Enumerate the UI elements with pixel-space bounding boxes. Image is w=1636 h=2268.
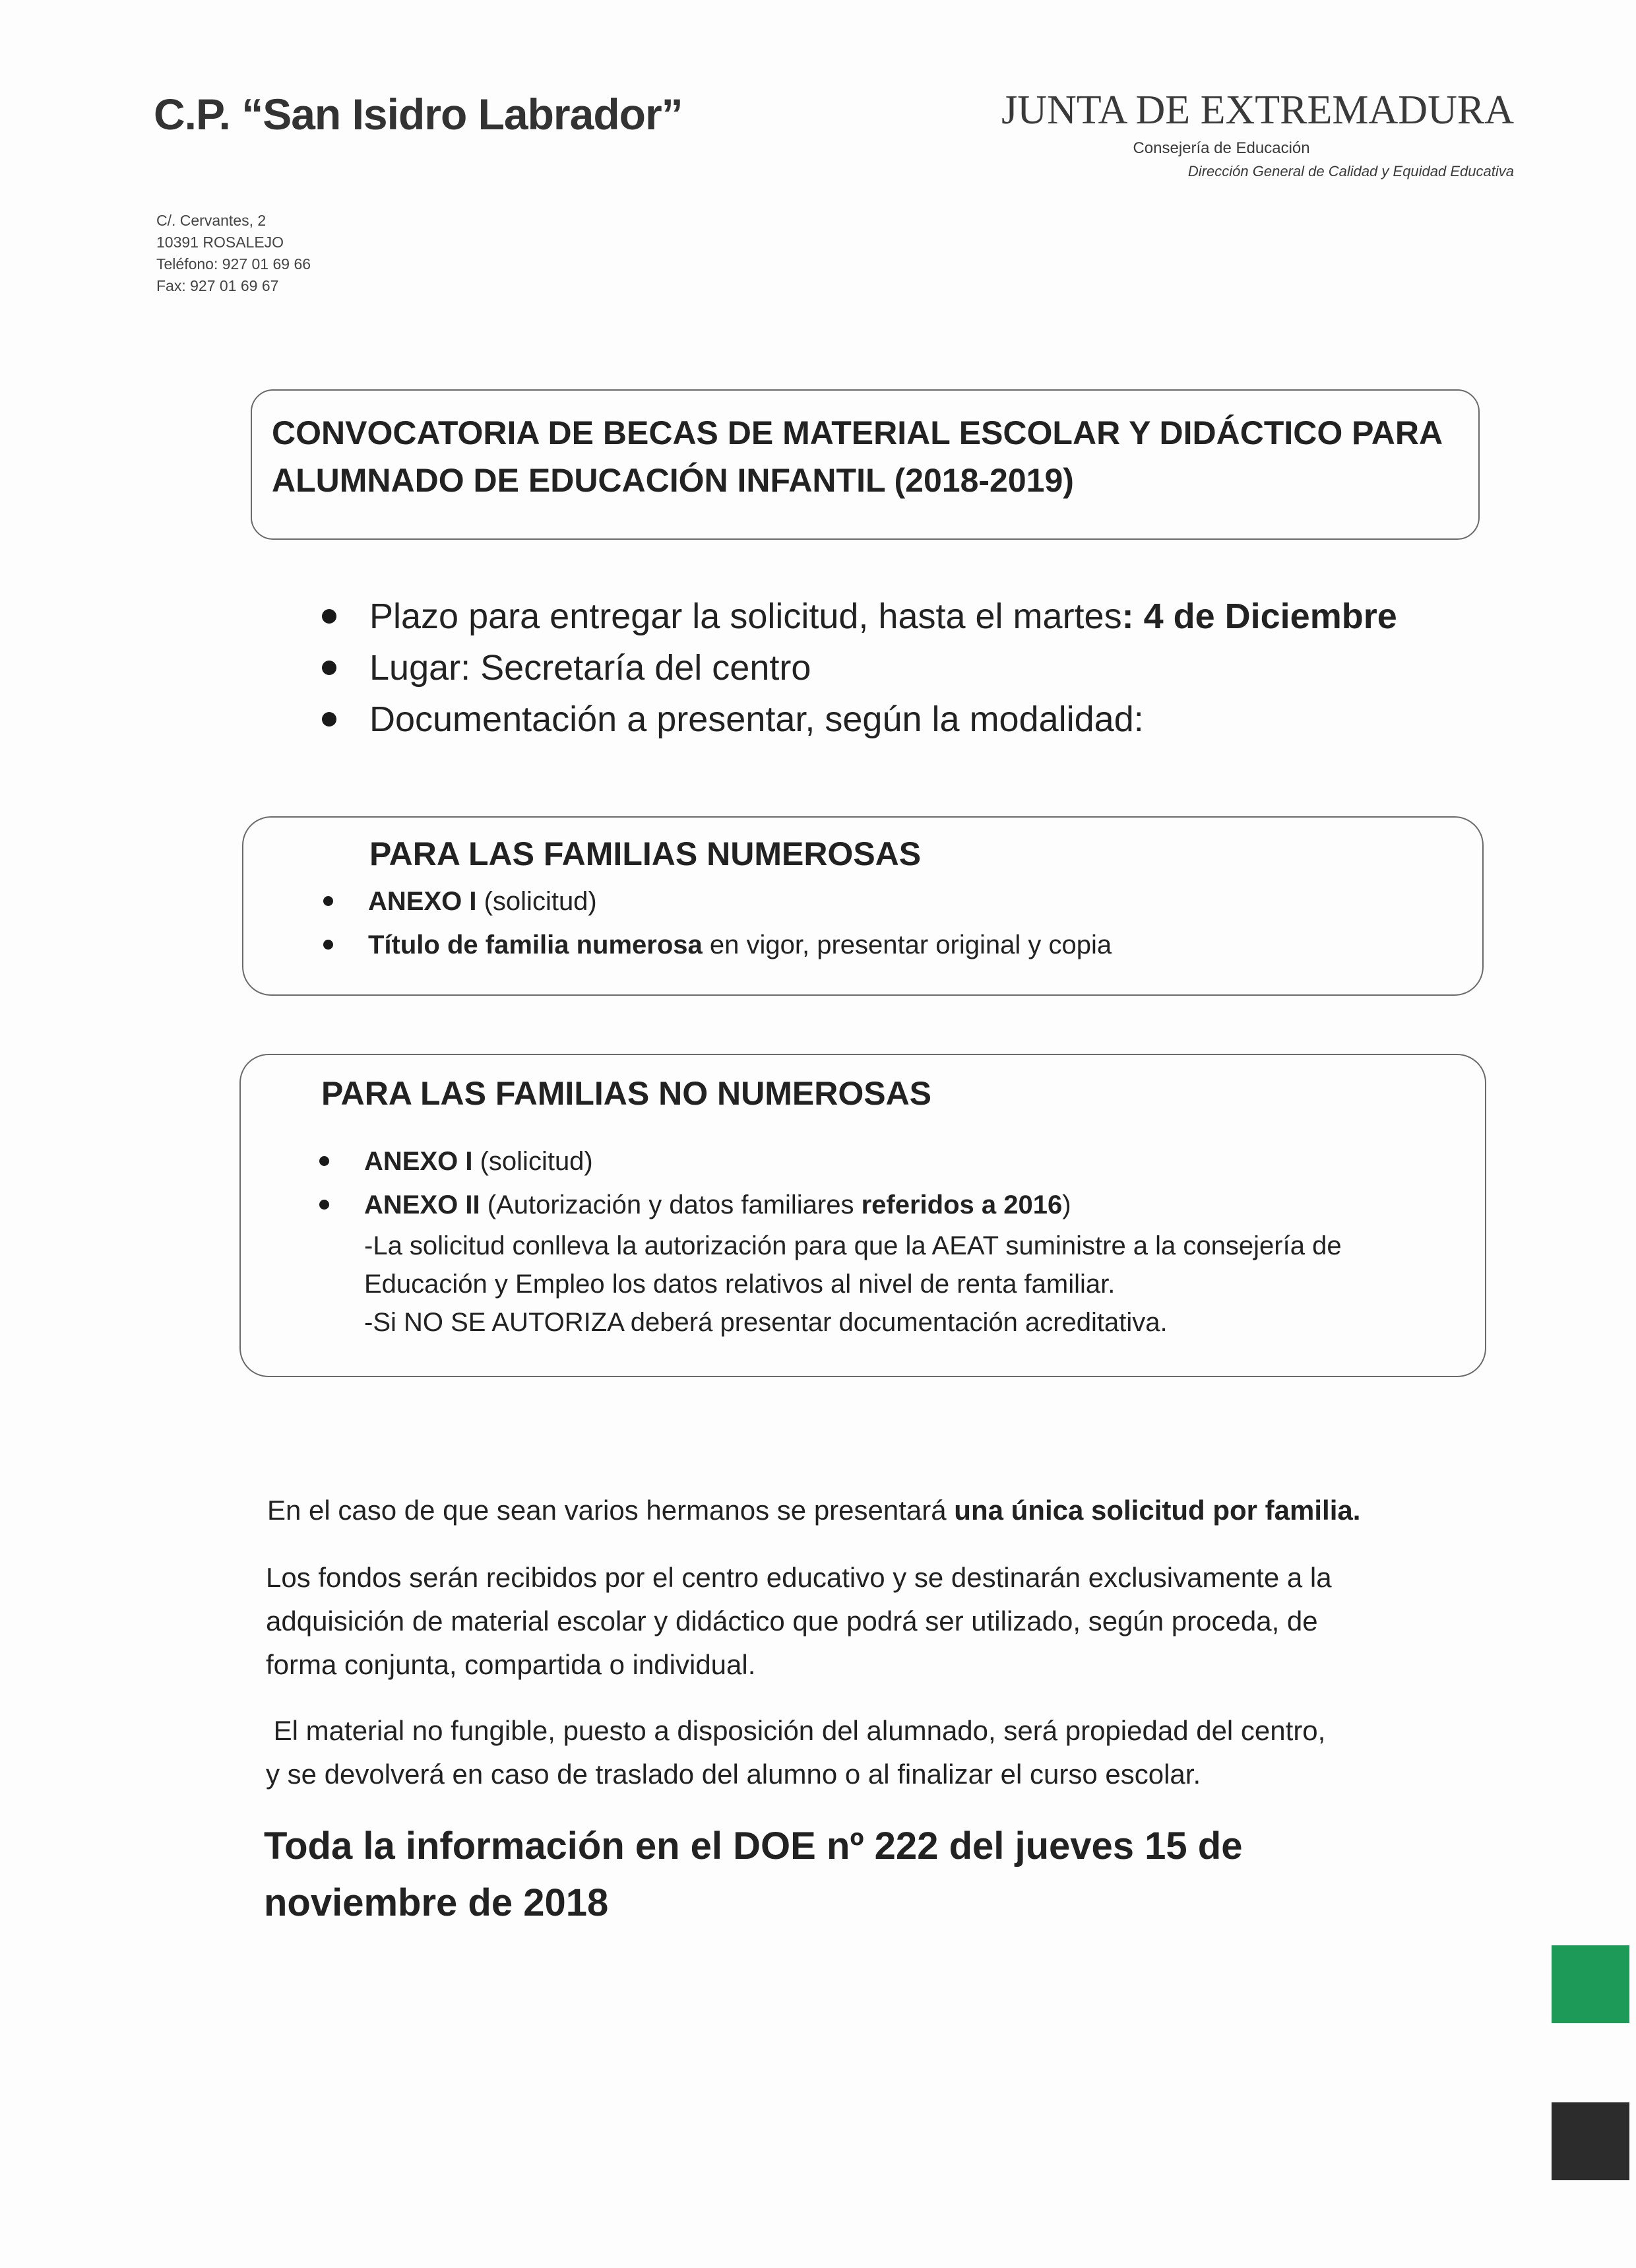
list-familias-no-numerosas: [318, 1140, 1071, 1227]
note-line: Educación y Empleo los datos relativos al nivel de renta familiar.: [364, 1270, 1116, 1299]
anexo-ii-desc: (Autorización y datos familiares: [480, 1190, 862, 1219]
doe-reference: [264, 1818, 1385, 1931]
address-phone: Teléfono: 927 01 69 66: [156, 255, 311, 273]
junta-header: [1001, 87, 1514, 180]
list-familias-numerosas: [322, 880, 1112, 967]
titulo-familia-desc: en vigor, presentar original y copia: [702, 930, 1112, 959]
junta-department: Consejería de Educación: [1133, 139, 1310, 157]
address-fax: Fax: 927 01 69 67: [156, 277, 279, 294]
paragraph-line: adquisición de material escolar y didáctico que podrá ser utilizado, según proceda, de: [266, 1605, 1318, 1636]
heading-familias-numerosas: PARA LAS FAMILIAS NUMEROSAS: [369, 835, 922, 872]
junta-direction: Dirección General de Calidad y Equidad Educativa: [1187, 163, 1514, 179]
doe-line-2: noviembre de 2018: [264, 1881, 609, 1924]
fondos-paragraph: [266, 1556, 1453, 1687]
titulo-familia-label: Título de familia numerosa: [368, 930, 703, 959]
anexo-i-desc: (solicitud): [476, 887, 597, 916]
heading-familias-no-numerosas: PARA LAS FAMILIAS NO NUMEROSAS: [321, 1075, 932, 1112]
title-line-1: CONVOCATORIA DE BECAS DE MATERIAL ESCOLAR Y DIDÁCTICO PARA: [272, 414, 1443, 451]
paragraph-line: y se devolverá en caso de traslado del alumno o al finalizar el curso escolar.: [266, 1759, 1201, 1790]
deadline-item: [317, 591, 1397, 642]
dark-color-marker: [1552, 2102, 1629, 2180]
list-item: [322, 880, 1112, 923]
autorizacion-note: [364, 1227, 1342, 1342]
title-line-2: ALUMNADO DE EDUCACIÓN INFANTIL (2018-2019): [272, 462, 1074, 499]
school-name: C.P. “San Isidro Labrador”: [154, 90, 683, 139]
green-color-marker: [1552, 1945, 1629, 2023]
material-paragraph: [266, 1709, 1453, 1796]
junta-title: JUNTA DE EXTREMADURA: [1001, 88, 1514, 133]
hermanos-text: En el caso de que sean varios hermanos se presentará: [267, 1495, 955, 1526]
list-item: [318, 1183, 1071, 1227]
note-line: -La solicitud conlleva la autorización para que la AEAT suministre a la consejería de: [364, 1231, 1342, 1260]
note-line: -Si NO SE AUTORIZA deberá presentar documentación acreditativa.: [364, 1308, 1168, 1337]
paragraph-line: forma conjunta, compartida o individual.: [266, 1649, 756, 1680]
anexo-i-label: ANEXO I: [364, 1147, 473, 1176]
paragraph-line: El material no fungible, puesto a disposición del alumnado, será propiedad del centro,: [266, 1715, 1326, 1746]
doe-line-1: Toda la información en el DOE nº 222 del jueves 15 de: [264, 1825, 1243, 1867]
list-item: [322, 923, 1112, 967]
paragraph-line: Los fondos serán recibidos por el centro educativo y se destinarán exclusivamente a la: [266, 1562, 1332, 1593]
list-item: [318, 1140, 1071, 1183]
main-info-list: [317, 591, 1397, 745]
documentation-item: Documentación a presentar, según la modalidad:: [317, 694, 1397, 745]
deadline-date: : 4 de Diciembre: [1121, 597, 1397, 636]
anexo-ii-year: referidos a 2016: [861, 1190, 1063, 1219]
anexo-i-label: ANEXO I: [368, 887, 477, 916]
address-city: 10391 ROSALEJO: [156, 234, 284, 251]
hermanos-paragraph: [267, 1495, 1360, 1526]
anexo-ii-close: ): [1062, 1190, 1071, 1219]
document-title: [272, 409, 1459, 504]
location-item: Lugar: Secretaría del centro: [317, 642, 1397, 694]
anexo-i-desc: (solicitud): [472, 1147, 593, 1176]
anexo-ii-label: ANEXO II: [364, 1190, 480, 1219]
school-address: [156, 210, 311, 297]
hermanos-bold: una única solicitud por familia.: [954, 1495, 1361, 1526]
deadline-text: Plazo para entregar la solicitud, hasta el martes: [369, 597, 1122, 636]
address-street: C/. Cervantes, 2: [156, 212, 267, 229]
